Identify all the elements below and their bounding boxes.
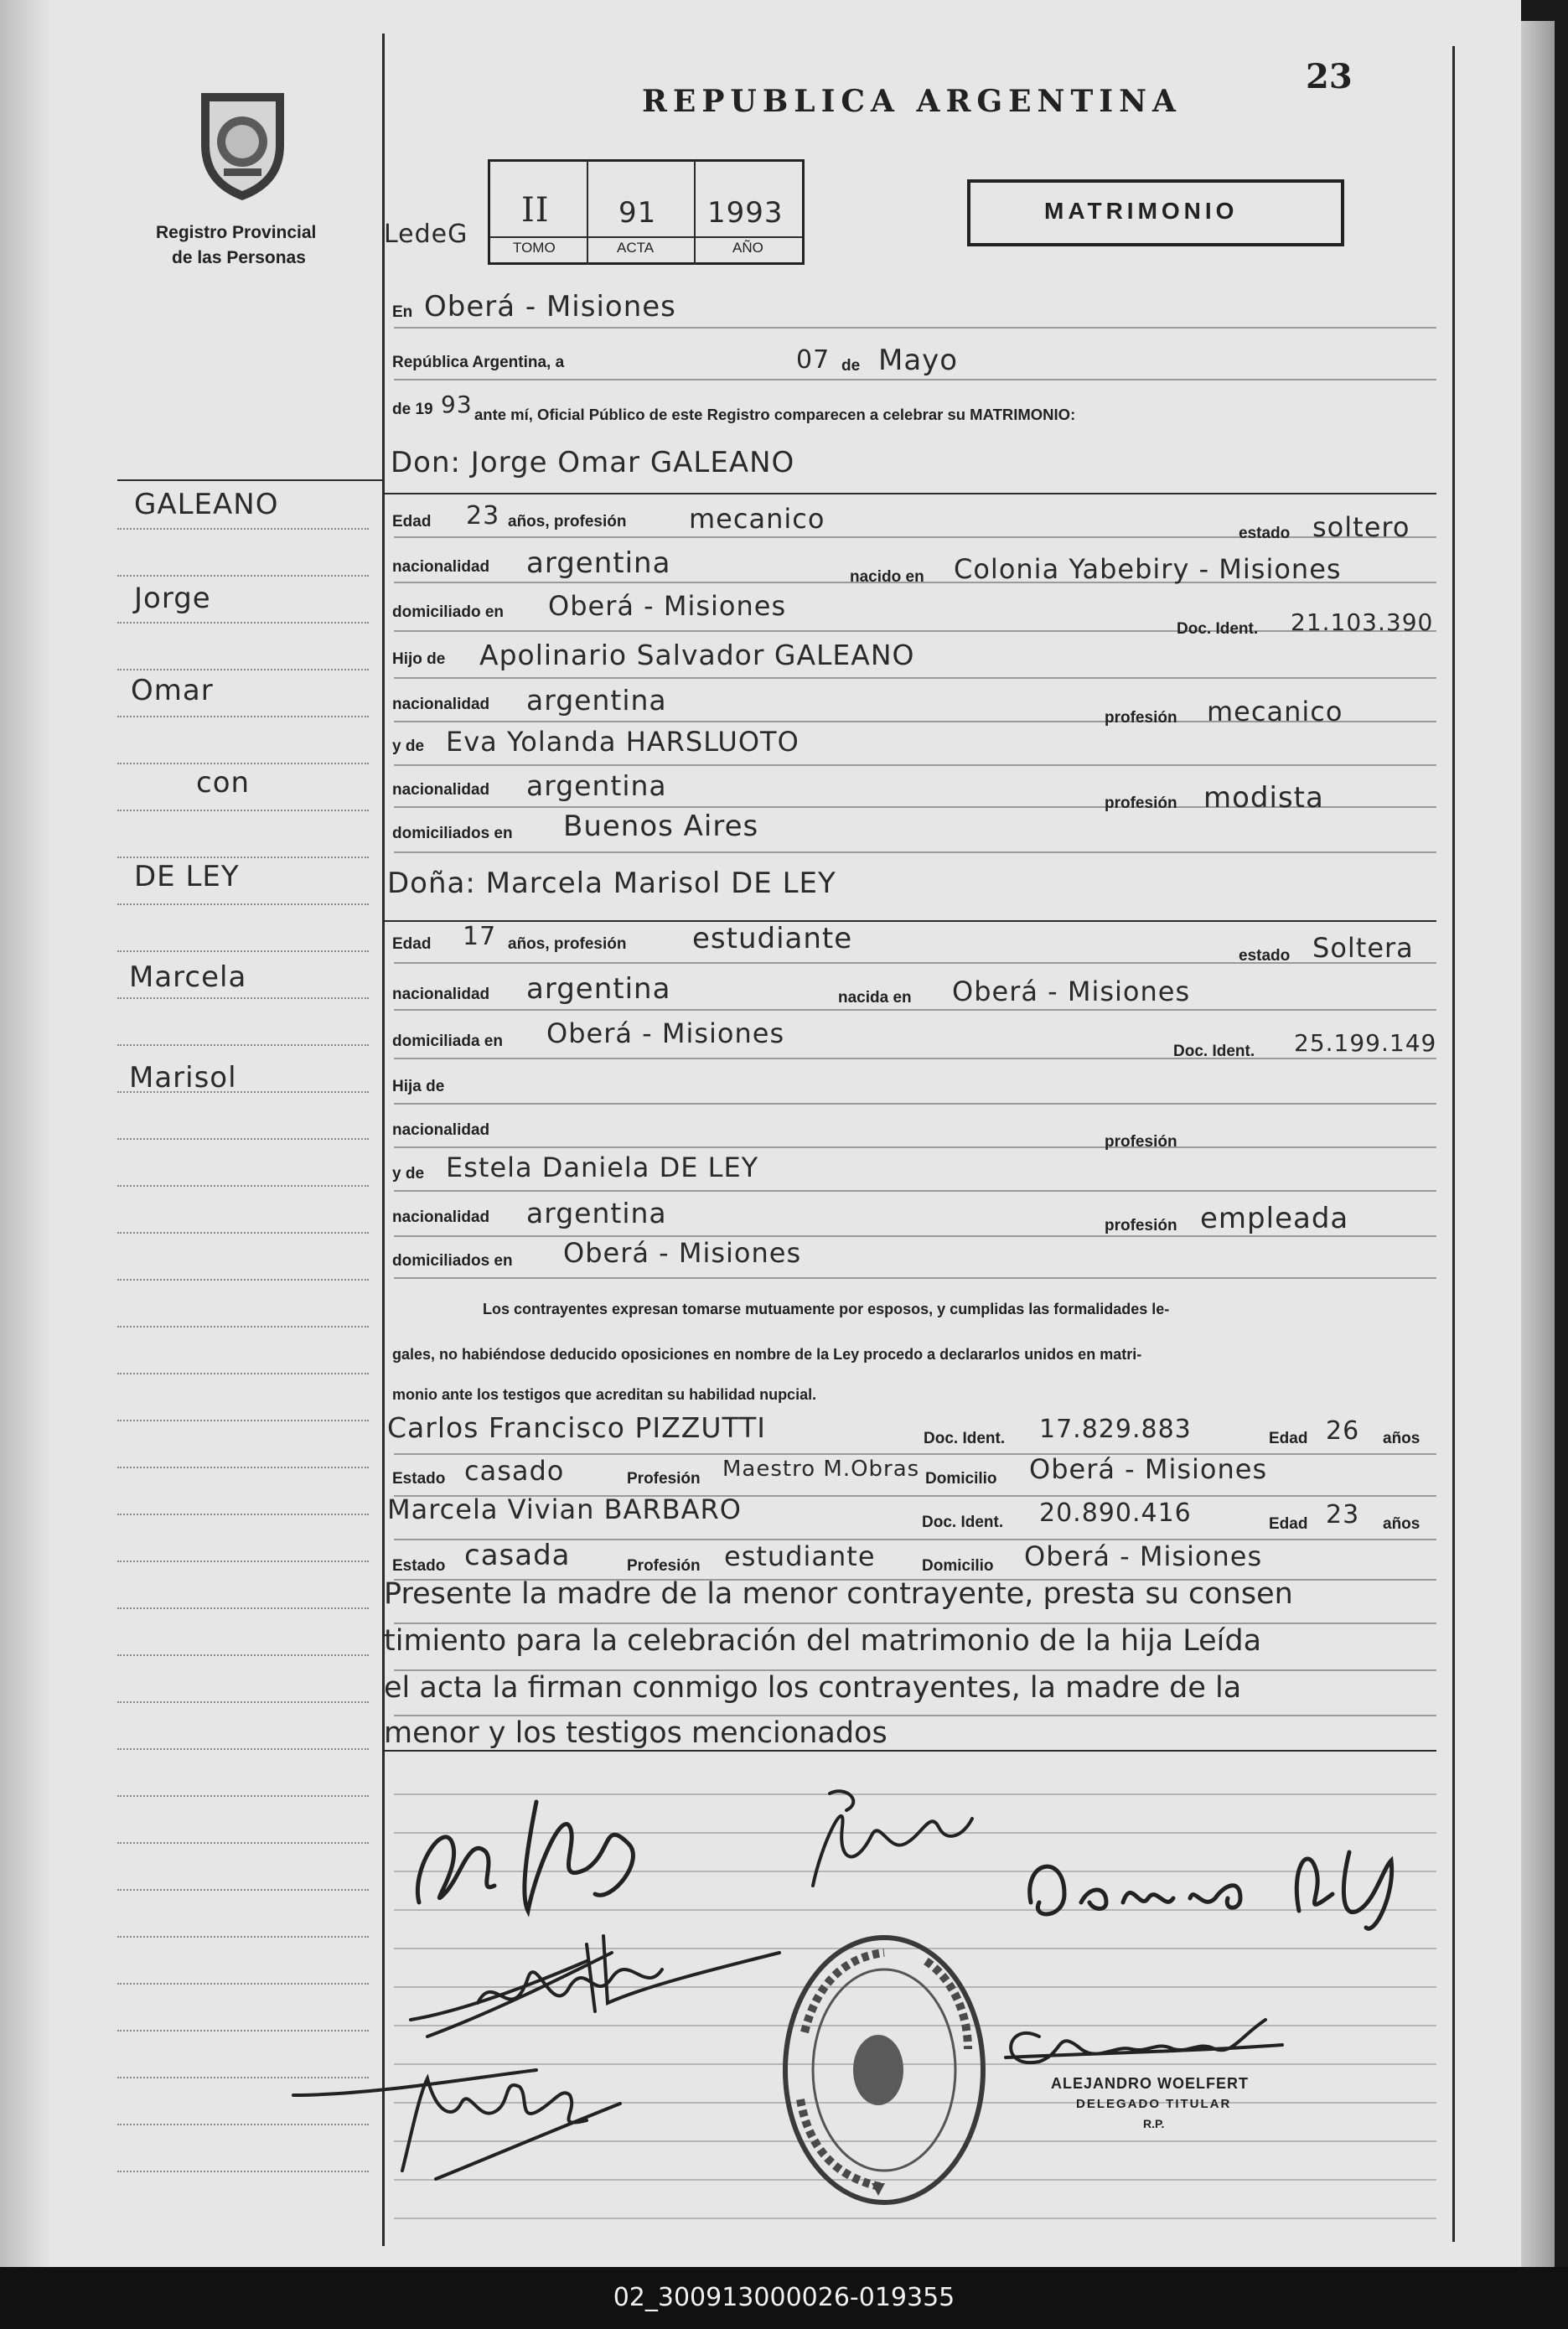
tomo-label: TOMO: [513, 240, 556, 256]
groom-estado-label: estado: [1239, 525, 1291, 542]
groom-age: 23: [466, 501, 500, 530]
month-value: Mayo: [878, 344, 959, 377]
ledeg-note: LedeG: [384, 220, 468, 249]
groom-father: Apolinario Salvador GALEANO: [479, 639, 915, 671]
mother-signature: [1014, 1819, 1416, 1944]
margin-rule-line: [117, 1654, 369, 1656]
ano-label: AÑO: [732, 240, 763, 256]
witness1-estado: casado: [464, 1455, 565, 1487]
groom-profesion-label: años, profesión: [508, 513, 627, 530]
bride-nationality: argentina: [526, 972, 671, 1006]
acta-label: ACTA: [617, 240, 655, 256]
margin-groom-surname: GALEANO: [134, 488, 279, 521]
notes-line4: menor y los testigos mencionados: [384, 1716, 887, 1750]
bride-hija-label: Hija de: [392, 1078, 445, 1095]
notes-line2: timiento para la celebración del matrimonio de la hija Leída: [384, 1624, 1262, 1658]
table-divider-2: [694, 159, 696, 265]
right-border: [1452, 46, 1455, 2242]
witness1-profession: Maestro M.Obras: [722, 1457, 920, 1482]
witness2-domicilio-label: Domicilio: [922, 1557, 994, 1575]
margin-bride-middle: Marisol: [129, 1061, 237, 1095]
acta-value: 91: [618, 196, 657, 230]
groom-doc: 21.103.390: [1291, 608, 1434, 636]
bride-domicile: Oberá - Misiones: [546, 1017, 785, 1049]
groom-edad-label: Edad: [392, 513, 432, 530]
body-fill-line: [394, 327, 1436, 329]
ano-value: 1993: [707, 196, 784, 230]
body-fill-line: [394, 1058, 1436, 1059]
groom-father-prof-label: profesión: [1105, 709, 1177, 727]
officer-name: ALEJANDRO WOELFERT: [1051, 2075, 1249, 2092]
witness2-doc-label: Doc. Ident.: [922, 1514, 1004, 1531]
groom-mother: Eva Yolanda HARSLUOTO: [446, 726, 800, 758]
witness1-name: Carlos Francisco PIZZUTTI: [387, 1411, 766, 1444]
registry-line2: de las Personas: [172, 248, 306, 267]
groom-yde-label: y de: [392, 738, 425, 755]
groom-parents-dom-label: domiciliados en: [392, 825, 513, 842]
bride-nacida-label: nacida en: [838, 989, 912, 1007]
bride-birthplace: Oberá - Misiones: [952, 976, 1191, 1007]
bride-mother-profession: empleada: [1200, 1202, 1349, 1235]
witness2-profession: estudiante: [724, 1540, 876, 1572]
declaration-line3: monio ante los testigos que acreditan su habilidad nupcial.: [392, 1386, 817, 1403]
witness1-anos-label: años: [1383, 1430, 1421, 1447]
body-fill-line: [394, 379, 1436, 380]
official-stamp-seal: [779, 1932, 989, 2208]
margin-rule-line: [117, 1983, 369, 1985]
notes-line1: Presente la madre de la menor contrayente, presta su consen: [384, 1577, 1293, 1611]
record-type-label: MATRIMONIO: [1044, 198, 1239, 224]
margin-rule-line: [117, 1607, 369, 1609]
groom-nacido-label: nacido en: [850, 568, 924, 586]
margin-rule-line: [117, 1936, 369, 1938]
bride-estado: Soltera: [1312, 932, 1414, 964]
margin-rule-line: [117, 575, 369, 577]
groom-birthplace: Colonia Yabebiry - Misiones: [954, 553, 1342, 585]
witness2-estado-label: Estado: [392, 1557, 446, 1575]
margin-rule-line: [117, 2030, 369, 2031]
margin-rule-line: [117, 1044, 369, 1046]
margin-rule-line: [117, 1514, 369, 1515]
groom-nacionalidad-label: nacionalidad: [392, 558, 490, 576]
bride-signature: [796, 1777, 989, 1911]
bride-age: 17: [463, 922, 497, 951]
margin-rule-line: [117, 528, 369, 530]
bride-profesion-label: años, profesión: [508, 935, 627, 953]
groom-doc-label: Doc. Ident.: [1177, 620, 1259, 638]
margin-bride-surname: DE LEY: [134, 860, 240, 893]
margin-groom-middle: Omar: [131, 674, 214, 707]
body-fill-line: [394, 630, 1436, 632]
bride-profession: estudiante: [692, 922, 853, 955]
bride-section-rule: [384, 920, 1436, 922]
margin-rule-line: [117, 1795, 369, 1797]
bride-parents-domicile: Oberá - Misiones: [563, 1237, 802, 1269]
en-label: En: [392, 303, 413, 321]
witness2-profesion-label: Profesión: [627, 1557, 701, 1575]
bride-mother-prof-label: profesión: [1105, 1217, 1177, 1234]
witness1-signature: [394, 1928, 796, 2053]
margin-rule-line: [117, 1279, 369, 1281]
margin-rule-line: [117, 669, 369, 670]
page-number: 23: [1306, 57, 1353, 96]
groom-domicile: Oberá - Misiones: [548, 590, 787, 622]
declaration-line2: gales, no habiéndose deducido oposiciones en nombre de la Ley procedo a declararlos unidos en matri-: [392, 1346, 1142, 1363]
bride-doc-label: Doc. Ident.: [1173, 1043, 1255, 1060]
groom-estado: soltero: [1312, 511, 1410, 543]
republica-label: República Argentina, a: [392, 354, 565, 371]
bride-nacionalidad-label: nacionalidad: [392, 986, 490, 1003]
groom-mother-nac-label: nacionalidad: [392, 781, 490, 799]
margin-con: con: [196, 766, 251, 800]
witness2-anos-label: años: [1383, 1515, 1421, 1533]
witness2-doc: 20.890.416: [1039, 1498, 1192, 1528]
table-divider-1: [587, 159, 588, 265]
margin-rule-line: [117, 810, 369, 811]
tomo-value: II: [521, 191, 550, 230]
witness2-edad-label: Edad: [1269, 1515, 1308, 1533]
bride-yde-label: y de: [392, 1165, 425, 1183]
margin-rule-line: [117, 716, 369, 717]
year-suffix-value: 93: [441, 391, 473, 418]
witness1-doc-label: Doc. Ident.: [924, 1430, 1006, 1447]
groom-father-nac-label: nacionalidad: [392, 696, 490, 713]
body-fill-line: [394, 764, 1436, 766]
margin-rule-line: [117, 997, 369, 999]
body-fill-line: [394, 1235, 1436, 1237]
margin-rule-line: [117, 1842, 369, 1844]
margin-divider: [382, 34, 385, 2246]
margin-rule-line: [117, 903, 369, 905]
declaration-line1: Los contrayentes expresan tomarse mutuamente por esposos, y cumplidas las formalidades le-: [483, 1301, 1170, 1317]
body-fill-line: [394, 1190, 1436, 1192]
margin-rule-line: [117, 1748, 369, 1750]
body-fill-line: [394, 1103, 1436, 1105]
witness1-domicilio-label: Domicilio: [925, 1470, 997, 1488]
groom-hijo-label: Hijo de: [392, 650, 446, 668]
margin-rule-line: [117, 1326, 369, 1328]
body-fill-line: [394, 851, 1436, 853]
bride-name: Doña: Marcela Marisol DE LEY: [387, 867, 836, 900]
margin-rule-line: [117, 1560, 369, 1562]
bride-domicilio-label: domiciliada en: [392, 1033, 503, 1050]
margin-bride-first: Marcela: [129, 960, 247, 994]
table-label-rule: [490, 236, 803, 238]
groom-section-rule: [384, 493, 1436, 494]
bride-father-nac-label: nacionalidad: [392, 1121, 490, 1139]
margin-rule-line: [117, 1467, 369, 1468]
bride-mother-nationality: argentina: [526, 1197, 667, 1229]
witness1-domicile: Oberá - Misiones: [1029, 1453, 1268, 1485]
witness2-name: Marcela Vivian BARBARO: [387, 1493, 742, 1525]
groom-parents-domicile: Buenos Aires: [563, 810, 759, 843]
margin-rule-line: [117, 1373, 369, 1374]
groom-mother-prof-label: profesión: [1105, 794, 1177, 812]
day-value: 07: [796, 345, 831, 375]
groom-nationality: argentina: [526, 546, 671, 580]
witness1-doc: 17.829.883: [1039, 1415, 1192, 1444]
margin-top-rule: [117, 479, 384, 481]
body-fill-line: [394, 677, 1436, 679]
notes-line3: el acta la firman conmigo los contrayentes, la madre de la: [384, 1671, 1242, 1705]
body-fill-line: [394, 1277, 1436, 1279]
officer-org: R.P.: [1143, 2117, 1165, 2130]
margin-rule-line: [117, 1232, 369, 1234]
registry-line1: Registro Provincial: [156, 223, 317, 242]
bride-mother: Estela Daniela DE LEY: [446, 1152, 759, 1183]
groom-father-profession: mecanico: [1207, 696, 1343, 727]
notes-section-rule: [384, 1750, 1436, 1752]
de19-label: de 19: [392, 401, 433, 418]
officer-title: DELEGADO TITULAR: [1076, 2097, 1232, 2111]
margin-rule-line: [117, 950, 369, 952]
witness1-age: 26: [1326, 1416, 1360, 1446]
groom-father-nationality: argentina: [526, 684, 667, 717]
witness2-domicile: Oberá - Misiones: [1024, 1540, 1263, 1572]
witness1-profesion-label: Profesión: [627, 1470, 701, 1488]
witness2-age: 23: [1326, 1500, 1360, 1529]
witness2-signature: [285, 2045, 637, 2187]
bride-estado-label: estado: [1239, 947, 1291, 965]
signature-area-line: [394, 2218, 1436, 2219]
margin-rule-line: [117, 763, 369, 764]
margin-groom-first: Jorge: [134, 582, 211, 615]
bride-father-prof-label: profesión: [1105, 1133, 1177, 1151]
binding-shadow: [0, 0, 50, 2267]
witness1-edad-label: Edad: [1269, 1430, 1308, 1447]
margin-rule-line: [117, 622, 369, 624]
body-fill-line: [394, 1009, 1436, 1011]
margin-rule-line: [117, 857, 369, 858]
bride-parents-dom-label: domiciliados en: [392, 1252, 513, 1270]
place-value: Oberá - Misiones: [424, 290, 676, 323]
body-fill-line: [394, 1146, 1436, 1148]
margin-rule-line: [117, 1138, 369, 1140]
margin-rule-line: [117, 1889, 369, 1891]
margin-rule-line: [117, 1185, 369, 1187]
groom-mother-nationality: argentina: [526, 769, 667, 802]
groom-name: Don: Jorge Omar GALEANO: [391, 446, 795, 479]
bride-edad-label: Edad: [392, 935, 432, 953]
witness1-estado-label: Estado: [392, 1470, 446, 1488]
provincial-seal-logo: [194, 86, 291, 204]
witness2-estado: casada: [464, 1539, 571, 1572]
country-title: REPUBLICA ARGENTINA: [642, 84, 1182, 119]
image-caption: 02_300913000026-019355: [0, 2267, 1568, 2329]
margin-rule-line: [117, 1701, 369, 1703]
groom-profession: mecanico: [689, 503, 825, 535]
margin-rule-line: [117, 1420, 369, 1421]
page-edge: [1521, 21, 1555, 2267]
groom-domicilio-label: domiciliado en: [392, 603, 505, 621]
groom-mother-profession: modista: [1203, 781, 1324, 815]
bride-mother-nac-label: nacionalidad: [392, 1208, 490, 1226]
bride-doc: 25.199.149: [1294, 1029, 1437, 1057]
comparecen-text: ante mí, Oficial Público de este Registro comparecen a celebrar su MATRIMONIO:: [474, 406, 1076, 423]
groom-signature: [394, 1768, 662, 1936]
de-label: de: [841, 357, 861, 375]
